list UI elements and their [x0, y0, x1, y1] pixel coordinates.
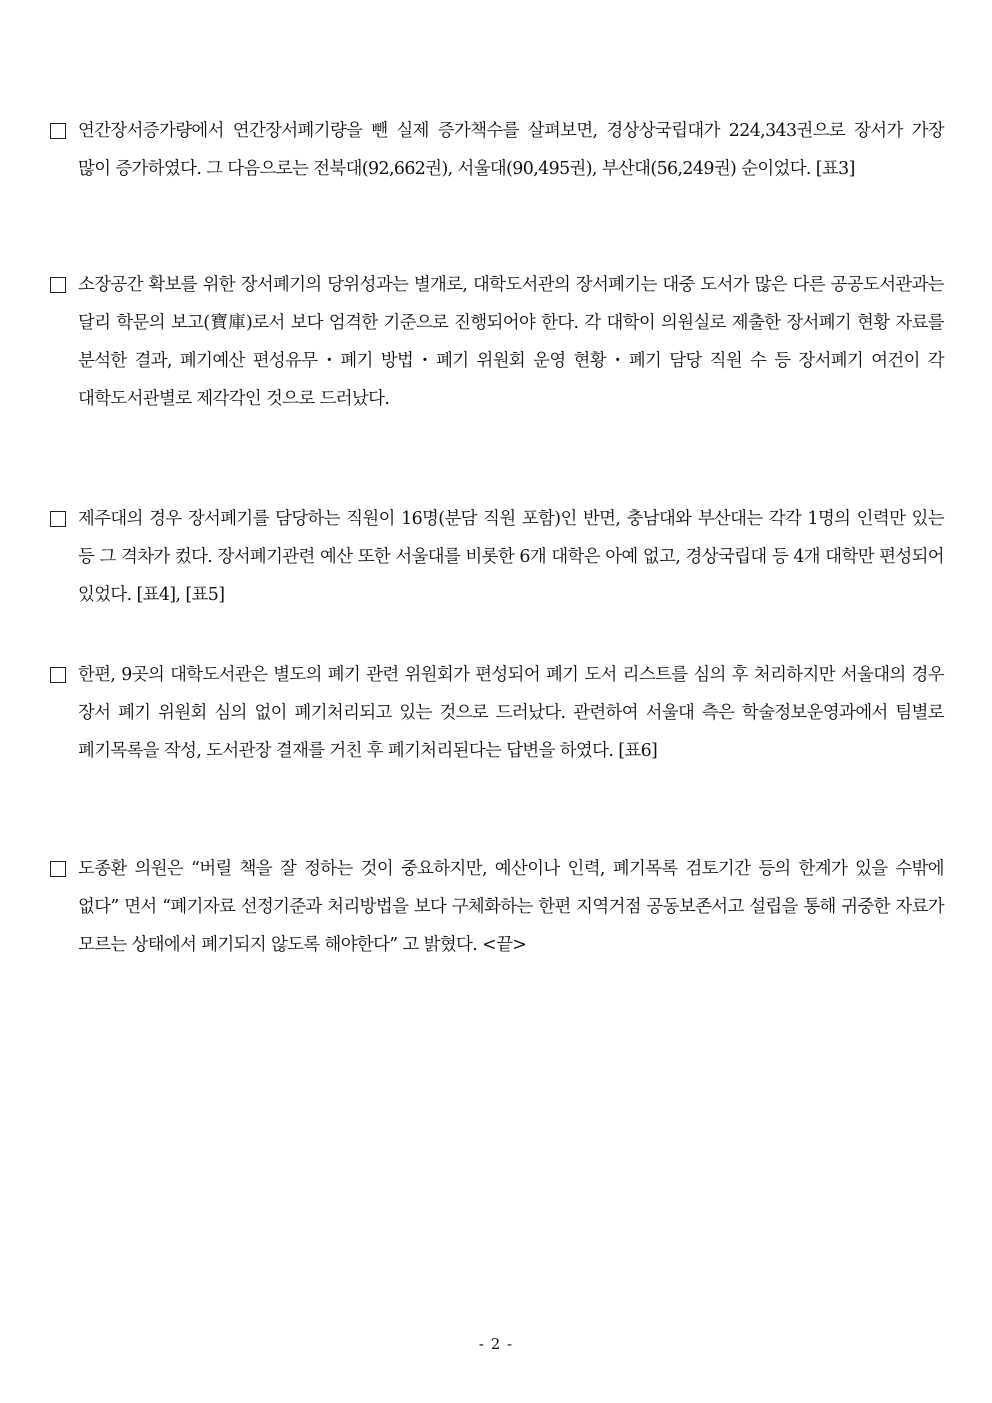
checkbox-bullet-icon — [50, 112, 78, 150]
page-number: - 2 - — [478, 1335, 514, 1353]
paragraph-text: 연간장서증가량에서 연간장서폐기량을 뺀 실제 증가책수를 살펴보면, 경상상국립대가 224,343권으로 장서가 가장 많이 증가하였다. 그 다음으로는 전북대(92,662권), 서울대(90,495권), 부산대(56,249권) 순이었다. [표3] — [78, 121, 944, 179]
paragraph-text: 제주대의 경우 장서폐기를 담당하는 직원이 16명(분담 직원 포함)인 반면, 충남대와 부산대는 각각 1명의 인력만 있는 등 그 격차가 컸다. 장서폐기관련 예산 또한 서울대를 비롯한 6개 대학은 아예 없고, 경상국립대 등 4개 대학만 편성되어 있었다. [표4], [표5] — [78, 509, 944, 605]
checkbox-bullet-icon — [50, 266, 78, 304]
paragraph-text: 소장공간 확보를 위한 장서폐기의 당위성과는 별개로, 대학도서관의 장서폐기는 대중 도서가 많은 다른 공공도서관과는 달리 학문의 보고(寶庫)로서 보다 엄격한 기준으로 진행되어야 한다. 각 대학이 의원실로 제출한 장서폐기 현황 자료를 분석한 결과, 폐기예산 편성유무・폐기 방법・폐기 위원회 운영 현황・폐기 담당 직원 수 등 장서폐기 여건이 각 대학도서관별로 제각각인 것으로 드러났다. — [78, 275, 944, 409]
paragraph-disposal-standards — [50, 266, 944, 418]
paragraph-committee — [50, 656, 944, 770]
paragraph-staff-budget — [50, 500, 944, 614]
checkbox-bullet-icon — [50, 500, 78, 538]
checkbox-bullet-icon — [50, 850, 78, 888]
paragraph-text: 도종환 의원은 “버릴 책을 잘 정하는 것이 중요하지만, 예산이나 인력, 폐기목록 검토기간 등의 한계가 있을 수밖에 없다” 면서 “폐기자료 선정기준과 처리방법을 보다 구체화하는 한편 지역거점 공동보존서고 설립을 통해 귀중한 자료가 모르는 상태에서 폐기되지 않도록 해야한다” 고 밝혔다. <끝> — [78, 859, 944, 955]
checkbox-bullet-icon — [50, 656, 78, 694]
paragraph-text: 한편, 9곳의 대학도서관은 별도의 폐기 관련 위원회가 편성되어 폐기 도서 리스트를 심의 후 처리하지만 서울대의 경우 장서 폐기 위원회 심의 없이 폐기처리되고 있는 것으로 드러났다. 관련하여 서울대 측은 학술정보운영과에서 팀별로 폐기목록을 작성, 도서관장 결재를 거친 후 폐기처리된다는 답변을 하였다. [표6] — [78, 665, 944, 761]
paragraph-annual-increase — [50, 112, 944, 188]
paragraph-lawmaker-quote — [50, 850, 944, 964]
